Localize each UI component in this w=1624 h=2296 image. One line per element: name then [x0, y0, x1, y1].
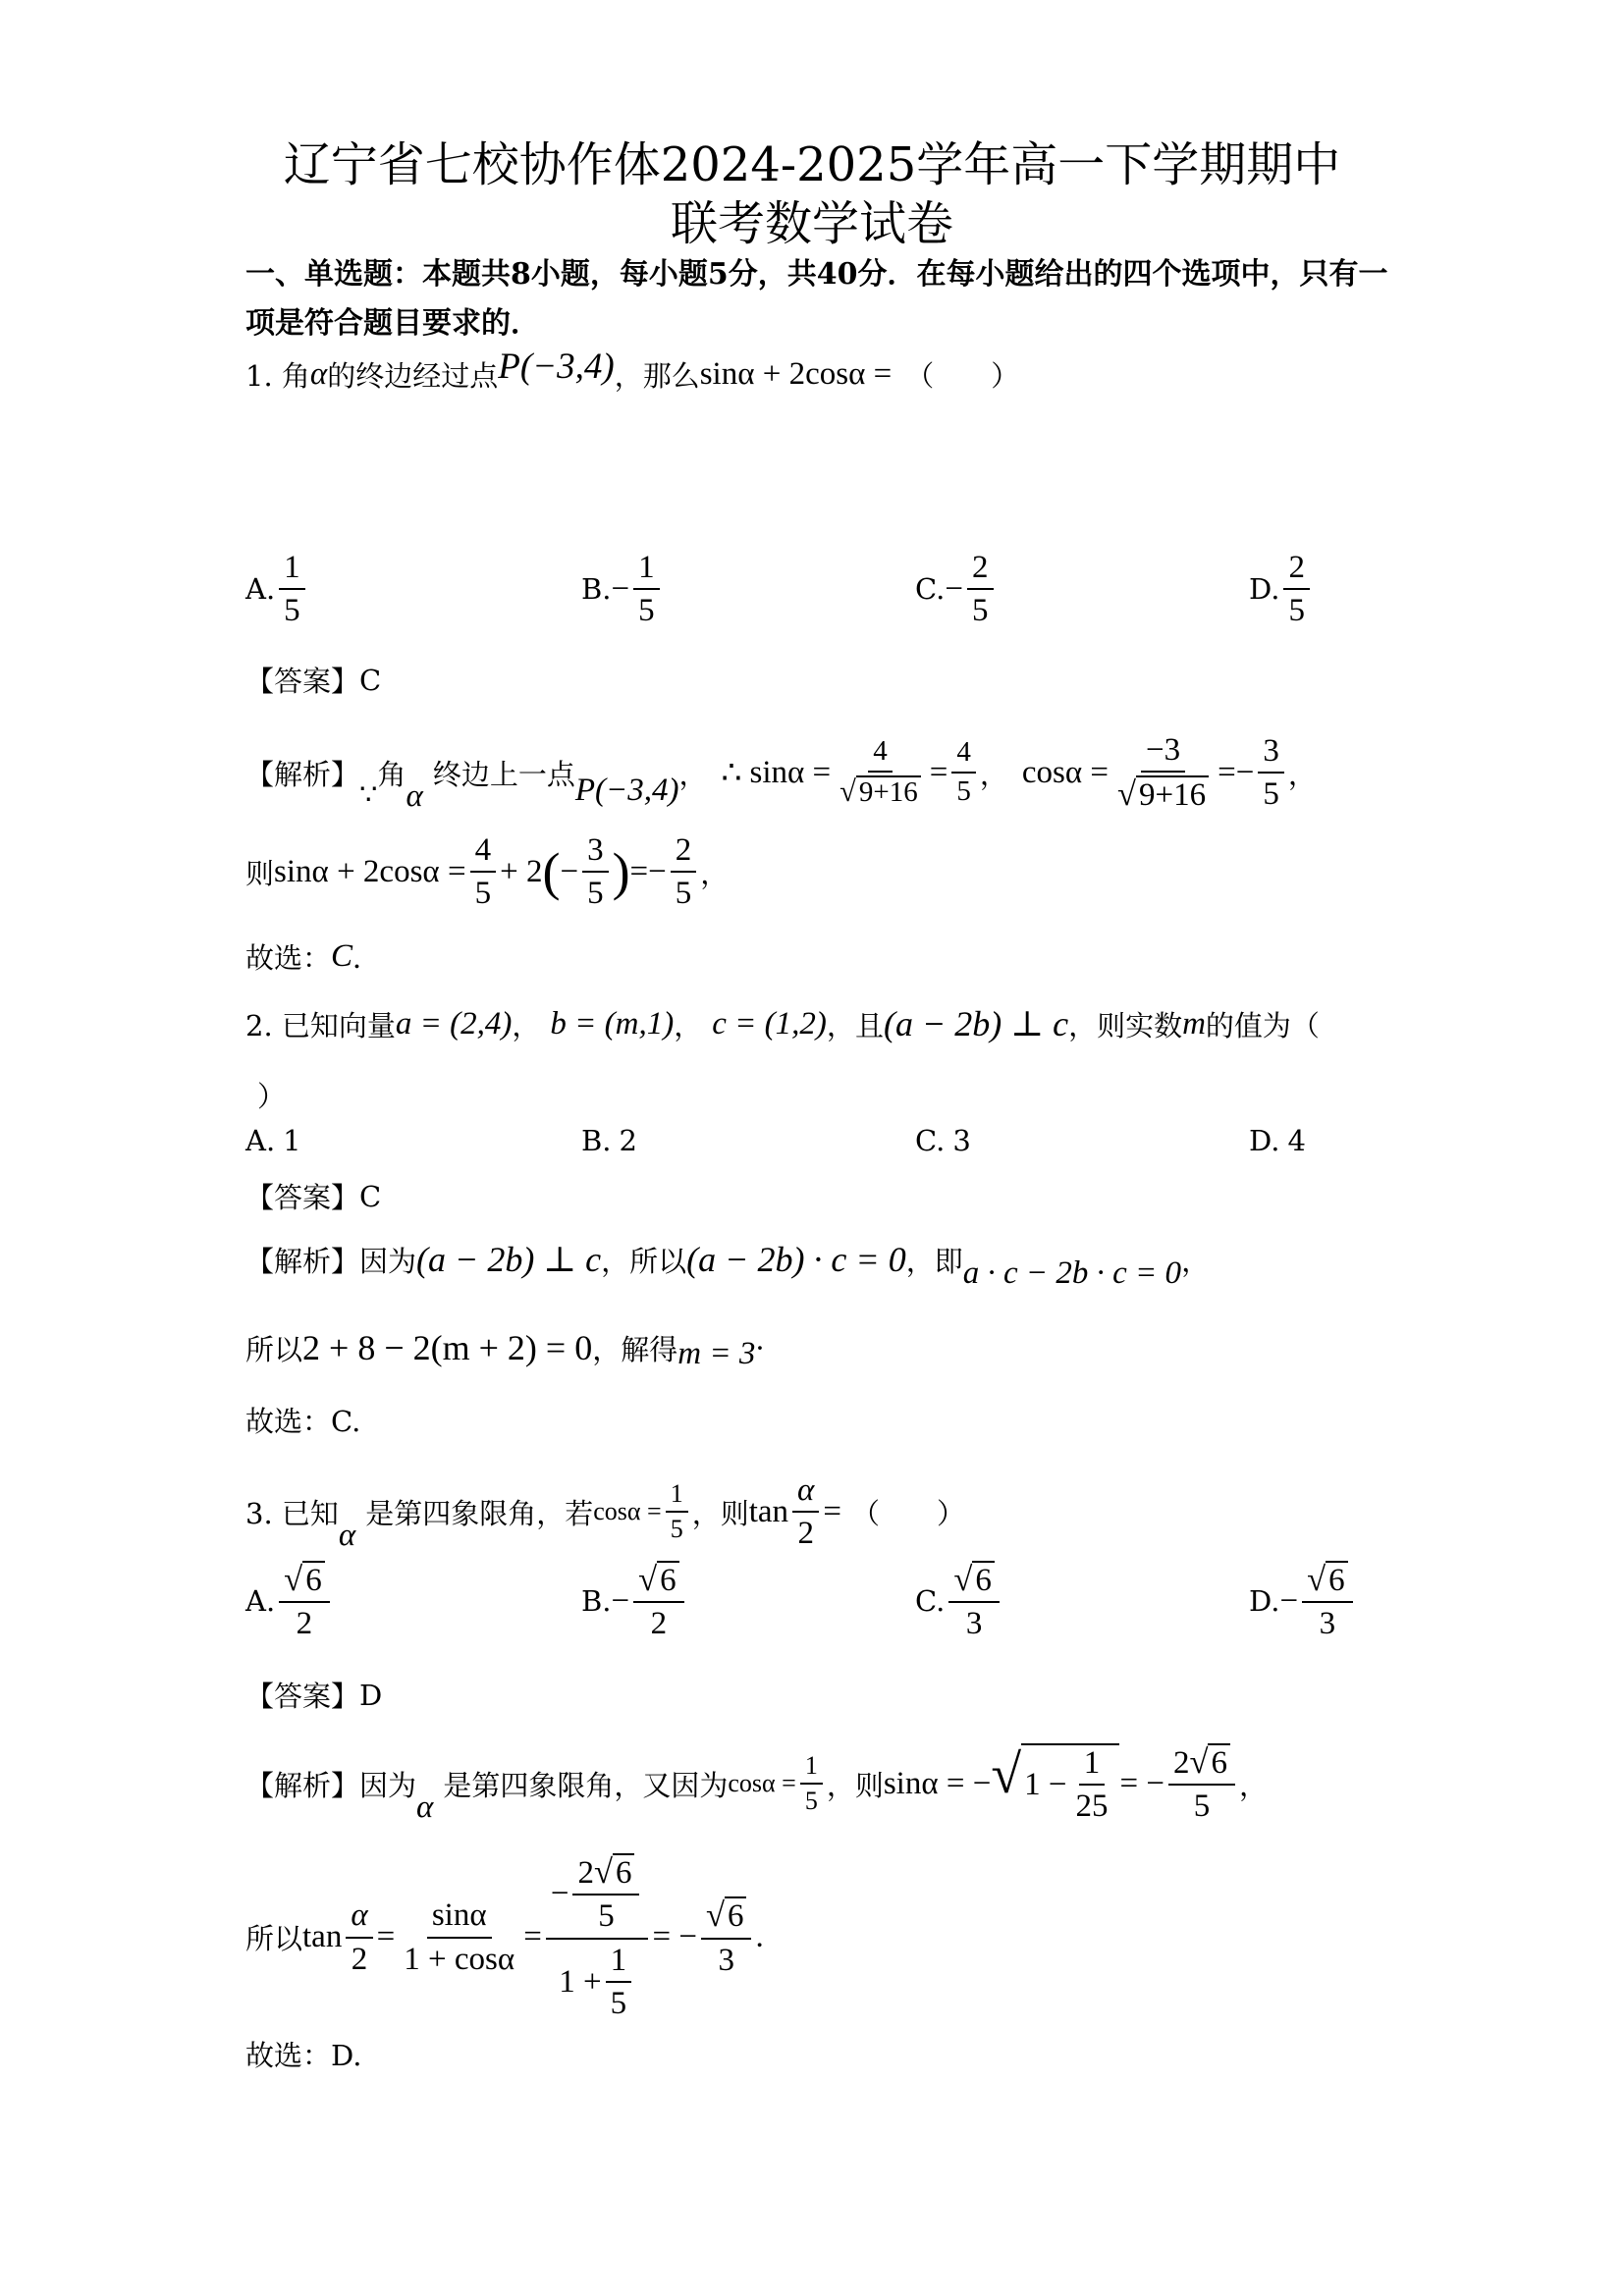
- question-3-stem: 3. 已知 α 是第四象限角，若 cosα = $\frac{1}{5}$ ，则 tan $\frac{\alpha}{2}$ = （ ）: [245, 1472, 965, 1553]
- section-heading-line1: 一、单选题：本题共8小题，每小题5分，共40分．在每小题给出的四个选项中，只有一: [245, 257, 1388, 292]
- q2-analysis-line2: 所以 2 + 8 − 2(m + 2) = 0 ，解得 m = 3 ·: [245, 1328, 765, 1371]
- q2-option-a[interactable]: A. 1: [245, 1124, 301, 1157]
- q3-answer: 【答案】 D: [245, 1678, 383, 1713]
- exam-title-line1: 辽宁省七校协作体2024-2025学年高一下学期期中: [283, 137, 1341, 192]
- q3-analysis-line1: 【解析】 因为 α 是第四象限角，又因为 cosα = $\frac{1}{5}$ ，则 sinα = − √ 1 − $\frac{1}{25}$ = − 2 √ 6 5 ，: [245, 1743, 1268, 1825]
- question-2-stem: 2. 已知向量 a = (2,4) ， b = (m,1) ， c = (1,2) ， 且 (a − 2b) ⊥ c ，则实数 m 的值为（: [245, 1004, 1320, 1043]
- q3-option-a[interactable]: A. √ 6 2: [245, 1561, 334, 1642]
- exam-title-line2: 联考数学试卷: [670, 196, 953, 251]
- q2-answer: 【答案】 C: [245, 1179, 382, 1214]
- q3-option-c[interactable]: C. √ 6 3: [915, 1561, 1003, 1642]
- question-1-stem: 1. 角 α 的终边经过点 P(−3,4) ，那么 sinα + 2cosα = （ ）: [245, 347, 1020, 393]
- q3-option-b[interactable]: B. − √ 6 2: [581, 1561, 688, 1642]
- q2-choose: 故选：C.: [245, 1405, 361, 1438]
- q3-analysis-line2: 所以 tan $\frac{\alpha}{2}$ = $\frac{\sin\alpha}{1 + \cos\alpha}$ = − 2 √ 6 5 1 + $\frac{1}{5}$ = − √ 6 3 .: [245, 1853, 764, 2021]
- q1-analysis-line1: 【解析】 ∵ 角 α 终边上一点 P(−3,4) ， ∴ sinα = 4 √ 9+16 = $\frac{4}{5}$ ， cosα = −3 √ 9+16 = − $\frac{3}{5}$ ，: [245, 732, 1317, 814]
- q1-option-b[interactable]: B. − $\frac{1}{5}$: [581, 550, 664, 629]
- q1-option-a[interactable]: A. $\frac{1}{5}$: [245, 550, 309, 629]
- q2-option-d[interactable]: D. 4: [1249, 1124, 1306, 1157]
- q2-analysis-line1: 【解析】 因为 (a − 2b) ⊥ c ，所以 (a − 2b) · c = 0 ，即 a · c − 2b · c = 0 ，: [245, 1240, 1211, 1291]
- q1-option-c[interactable]: C. − $\frac{2}{5}$: [915, 550, 998, 629]
- q1-choose: 故选： C ．: [245, 938, 382, 975]
- question-2-paren-close: ）: [257, 1080, 287, 1113]
- q1-option-d[interactable]: D. $\frac{2}{5}$: [1249, 550, 1314, 629]
- q2-option-c[interactable]: C. 3: [915, 1124, 971, 1157]
- q2-option-b[interactable]: B. 2: [581, 1124, 637, 1157]
- q3-choose: 故选：D.: [245, 2039, 362, 2072]
- q1-answer: 【答案】 C: [245, 663, 382, 698]
- q1-analysis-line2: 则 sinα + 2cosα = $\frac{4}{5}$ + 2 ( − $\frac{3}{5}$ ) = − $\frac{2}{5}$ ，: [245, 832, 730, 912]
- section-heading-line2: 项是符合题目要求的．: [245, 306, 540, 341]
- q3-option-d[interactable]: D. − √ 6 3: [1249, 1561, 1357, 1642]
